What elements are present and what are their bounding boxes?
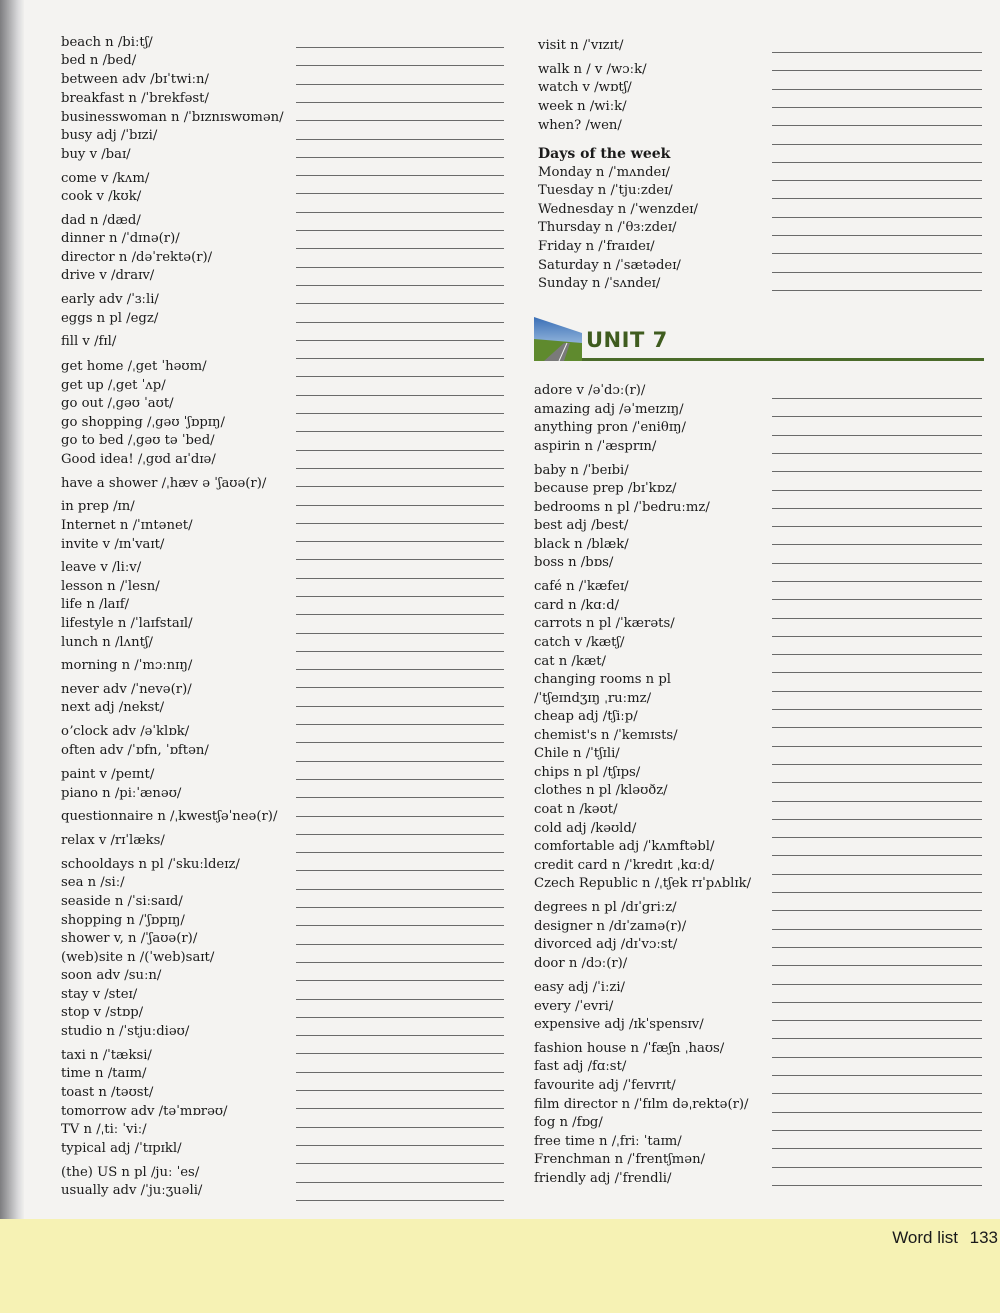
writing-line <box>296 889 504 890</box>
word-entry: usually adv /ˈjuːʒuəli/ <box>61 1183 203 1198</box>
writing-line <box>296 303 504 304</box>
word-entry: catch v /kætʃ/ <box>534 635 625 650</box>
word-entry: schooldays n pl /ˈskuːldeɪz/ <box>61 857 240 872</box>
writing-line <box>296 505 504 506</box>
word-entry: questionnaire n /ˌkwestʃəˈneə(r)/ <box>61 809 278 824</box>
word-entry: drive v /draɪv/ <box>61 268 155 283</box>
word-entry: studio n /ˈstjuːdiəʊ/ <box>61 1024 190 1039</box>
writing-line <box>296 248 504 249</box>
writing-line <box>296 212 504 213</box>
unit-heading: UNIT 7 <box>586 328 668 352</box>
word-entry: free time n /ˌfriː ˈtaɪm/ <box>534 1134 682 1149</box>
word-entry: come v /kʌm/ <box>61 171 150 186</box>
writing-line <box>772 453 982 454</box>
word-entry: director n /dəˈrektə(r)/ <box>61 250 213 265</box>
word-entry: week n /wiːk/ <box>538 99 627 114</box>
word-entry: bedrooms n pl /ˈbedruːmz/ <box>534 500 710 515</box>
word-entry: fog n /fɒg/ <box>534 1115 603 1130</box>
word-entry: Czech Republic n /ˌtʃek rɪˈpʌblɪk/ <box>534 876 752 891</box>
writing-line <box>296 779 504 780</box>
writing-line <box>296 1182 504 1183</box>
word-entry: in prep /ɪn/ <box>61 499 135 514</box>
word-entry: (web)site n /(ˈweb)saɪt/ <box>61 950 215 965</box>
word-entry: fast adj /fɑːst/ <box>534 1059 627 1074</box>
word-entry: next adj /nekst/ <box>61 700 165 715</box>
word-entry: divorced adj /dɪˈvɔːst/ <box>534 937 678 952</box>
word-entry: door n /dɔː(r)/ <box>534 956 628 971</box>
word-entry: chips n pl /tʃɪps/ <box>534 765 641 780</box>
page-binding-shadow <box>0 0 24 1313</box>
road-landscape-icon <box>534 313 582 361</box>
word-entry: baby n /ˈbeɪbi/ <box>534 463 629 478</box>
word-entry: dinner n /ˈdɪnə(r)/ <box>61 231 180 246</box>
writing-line <box>296 395 504 396</box>
word-entry: get up /ˌget ˈʌp/ <box>61 378 166 393</box>
word-entry: sea n /siː/ <box>61 875 125 890</box>
writing-line <box>772 198 982 199</box>
word-entry: busy adj /ˈbɪzi/ <box>61 128 158 143</box>
word-entry: oʼclock adv /əˈklɒk/ <box>61 724 190 739</box>
writing-line <box>296 65 504 66</box>
word-entry: best adj /best/ <box>534 518 629 533</box>
writing-line <box>296 706 504 707</box>
writing-line <box>296 999 504 1000</box>
writing-line <box>772 272 982 273</box>
word-entry: designer n /dɪˈzaɪnə(r)/ <box>534 919 687 934</box>
word-entry: go out /ˌgəʊ ˈaʊt/ <box>61 396 174 411</box>
writing-line <box>296 724 504 725</box>
writing-line <box>296 834 504 835</box>
writing-line <box>772 599 982 600</box>
writing-line <box>296 687 504 688</box>
writing-line <box>296 120 504 121</box>
word-entry: buy v /baɪ/ <box>61 147 131 162</box>
writing-line <box>772 691 982 692</box>
writing-line <box>772 636 982 637</box>
writing-line <box>296 102 504 103</box>
word-entry: cat n /kæt/ <box>534 654 606 669</box>
writing-line <box>296 486 504 487</box>
writing-line <box>772 435 982 436</box>
writing-line <box>296 267 504 268</box>
word-entry: businesswoman n /ˈbɪznɪswʊmən/ <box>61 110 284 125</box>
writing-line <box>296 413 504 414</box>
writing-line <box>772 874 982 875</box>
writing-line <box>772 544 982 545</box>
word-entry: typical adj /ˈtɪpɪkl/ <box>61 1141 182 1156</box>
footer-section-label: Word list <box>892 1228 958 1247</box>
word-entry: Monday n /ˈmʌndeɪ/ <box>538 165 670 180</box>
writing-line <box>296 596 504 597</box>
word-entry: leave v /liːv/ <box>61 560 142 575</box>
word-entry: lunch n /lʌntʃ/ <box>61 635 153 650</box>
word-entry: easy adj /ˈiːzi/ <box>534 980 625 995</box>
writing-line <box>296 193 504 194</box>
writing-line <box>772 618 982 619</box>
word-entry: comfortable adj /ˈkʌmftəbl/ <box>534 839 715 854</box>
word-entry: piano n /piːˈænəʊ/ <box>61 786 182 801</box>
writing-line <box>772 654 982 655</box>
writing-line <box>296 852 504 853</box>
writing-line <box>296 523 504 524</box>
writing-line <box>296 84 504 85</box>
word-entry: eggs n pl /egz/ <box>61 311 159 326</box>
writing-line <box>772 1148 982 1149</box>
writing-line <box>772 672 982 673</box>
writing-line <box>296 761 504 762</box>
word-entry: time n /taɪm/ <box>61 1066 147 1081</box>
unit-heading-rule <box>582 358 984 361</box>
writing-line <box>772 125 982 126</box>
word-entry: paint v /peɪnt/ <box>61 767 155 782</box>
writing-line <box>296 1090 504 1091</box>
writing-line <box>772 746 982 747</box>
word-entry: Wednesday n /ˈwenzdeɪ/ <box>538 202 698 217</box>
word-entry: soon adv /suːn/ <box>61 968 162 983</box>
word-entry: invite v /ɪnˈvaɪt/ <box>61 537 165 552</box>
writing-line <box>296 669 504 670</box>
word-entry: get home /ˌget ˈhəʊm/ <box>61 359 207 374</box>
word-entry: changing rooms n pl <box>534 672 672 687</box>
word-entry: credit card n /ˈkredɪt ˌkɑːd/ <box>534 858 715 873</box>
writing-line <box>772 1112 982 1113</box>
word-entry: because prep /bɪˈkɒz/ <box>534 481 677 496</box>
writing-line <box>296 1017 504 1018</box>
word-entry: morning n /ˈmɔːnɪŋ/ <box>61 658 193 673</box>
word-entry: Internet n /ˈɪntənet/ <box>61 518 193 533</box>
writing-line <box>296 651 504 652</box>
word-entry: cook v /kʊk/ <box>61 189 142 204</box>
word-entry: Tuesday n /ˈtjuːzdeɪ/ <box>538 183 673 198</box>
word-entry: cold adj /kəʊld/ <box>534 821 637 836</box>
word-entry: (the) US n pl /juː ˈes/ <box>61 1165 200 1180</box>
word-entry: Good idea! /ˌgʊd aɪˈdɪə/ <box>61 452 216 467</box>
writing-line <box>296 1035 504 1036</box>
word-entry: stop v /stɒp/ <box>61 1005 144 1020</box>
word-entry: when? /wen/ <box>538 118 622 133</box>
writing-line <box>296 1108 504 1109</box>
writing-line <box>296 139 504 140</box>
word-entry: favourite adj /ˈfeɪvrɪt/ <box>534 1078 676 1093</box>
writing-line <box>772 1002 982 1003</box>
word-entry: black n /blæk/ <box>534 537 629 552</box>
writing-line <box>296 431 504 432</box>
writing-line <box>772 1167 982 1168</box>
writing-line <box>772 217 982 218</box>
word-entry: visit n /ˈvɪzɪt/ <box>538 38 624 53</box>
writing-line <box>296 376 504 377</box>
word-entry: Frenchman n /ˈfrentʃmən/ <box>534 1152 706 1167</box>
word-entry: tomorrow adv /təˈmɒrəʊ/ <box>61 1104 228 1119</box>
writing-line <box>772 1038 982 1039</box>
writing-line <box>772 1057 982 1058</box>
writing-line <box>296 962 504 963</box>
writing-line <box>296 175 504 176</box>
word-entry: friendly adj /ˈfrendli/ <box>534 1171 672 1186</box>
writing-line <box>772 490 982 491</box>
word-entry: lesson n /ˈlesn/ <box>61 579 160 594</box>
writing-line <box>772 416 982 417</box>
writing-line <box>772 162 982 163</box>
writing-line <box>296 1053 504 1054</box>
writing-line <box>772 235 982 236</box>
writing-line <box>296 907 504 908</box>
word-entry: often adv /ˈɒfn, ˈɒftən/ <box>61 743 209 758</box>
word-entry: breakfast n /ˈbrekfəst/ <box>61 91 209 106</box>
word-entry: between adv /bɪˈtwiːn/ <box>61 72 209 87</box>
writing-line <box>296 816 504 817</box>
writing-line <box>296 925 504 926</box>
writing-line <box>296 450 504 451</box>
writing-line <box>772 398 982 399</box>
word-entry: dad n /dæd/ <box>61 213 141 228</box>
word-entry: fashion house n /ˈfæʃn ˌhaʊs/ <box>534 1041 725 1056</box>
footer-band <box>0 1219 1000 1313</box>
writing-line <box>772 107 982 108</box>
word-entry: degrees n pl /dɪˈgriːz/ <box>534 900 677 915</box>
word-entry: have a shower /ˌhæv ə ˈʃaʊə(r)/ <box>61 476 267 491</box>
word-entry: shower v, n /ˈʃaʊə(r)/ <box>61 931 198 946</box>
word-entry: Chile n /ˈtʃɪli/ <box>534 746 620 761</box>
writing-line <box>772 1020 982 1021</box>
word-entry: fill v /fɪl/ <box>61 334 117 349</box>
word-entry: adore v /əˈdɔː(r)/ <box>534 383 646 398</box>
word-entry: watch v /wɒtʃ/ <box>538 80 632 95</box>
writing-line <box>296 340 504 341</box>
writing-line <box>772 1130 982 1131</box>
writing-line <box>772 984 982 985</box>
writing-line <box>296 47 504 48</box>
writing-line <box>296 797 504 798</box>
writing-line <box>296 1200 504 1201</box>
writing-line <box>772 892 982 893</box>
word-entry: relax v /rɪˈlæks/ <box>61 833 165 848</box>
writing-line <box>772 1185 982 1186</box>
word-entry: never adv /ˈnevə(r)/ <box>61 682 192 697</box>
writing-line <box>296 1163 504 1164</box>
word-entry: Sunday n /ˈsʌndeɪ/ <box>538 276 661 291</box>
writing-line <box>772 965 982 966</box>
writing-line <box>296 285 504 286</box>
writing-line <box>296 578 504 579</box>
word-entry: Friday n /ˈfraɪdeɪ/ <box>538 239 655 254</box>
writing-line <box>772 855 982 856</box>
word-entry: Saturday n /ˈsætədeɪ/ <box>538 258 681 273</box>
writing-line <box>772 764 982 765</box>
word-entry: cheap adj /tʃiːp/ <box>534 709 638 724</box>
writing-line <box>772 782 982 783</box>
writing-line <box>772 910 982 911</box>
writing-line <box>772 253 982 254</box>
word-entry: taxi n /ˈtæksi/ <box>61 1048 152 1063</box>
word-entry: TV n /ˌtiː ˈviː/ <box>61 1122 147 1137</box>
writing-line <box>296 1145 504 1146</box>
word-entry: life n /laɪf/ <box>61 597 130 612</box>
writing-line <box>296 614 504 615</box>
writing-line <box>772 144 982 145</box>
writing-line <box>772 89 982 90</box>
word-entry: bed n /bed/ <box>61 53 137 68</box>
writing-line <box>772 1093 982 1094</box>
writing-line <box>772 526 982 527</box>
writing-line <box>772 563 982 564</box>
writing-line <box>772 290 982 291</box>
word-entry: café n /ˈkæfeɪ/ <box>534 579 629 594</box>
word-entry: chemist's n /ˈkemɪsts/ <box>534 728 678 743</box>
writing-line <box>296 633 504 634</box>
writing-line <box>296 230 504 231</box>
writing-line <box>296 559 504 560</box>
word-entry: /ˈtʃeɪndʒɪŋ ˌruːmz/ <box>534 691 652 706</box>
word-entry: beach n /biːtʃ/ <box>61 35 153 50</box>
writing-line <box>296 358 504 359</box>
word-entry: film director n /ˈfɪlm dəˌrektə(r)/ <box>534 1097 749 1112</box>
word-entry: shopping n /ˈʃɒpɪŋ/ <box>61 913 185 928</box>
word-entry: aspirin n /ˈæsprɪn/ <box>534 439 657 454</box>
word-entry: lifestyle n /ˈlaɪfstaɪl/ <box>61 616 193 631</box>
writing-line <box>296 870 504 871</box>
writing-line <box>772 727 982 728</box>
writing-line <box>772 801 982 802</box>
writing-line <box>296 1127 504 1128</box>
writing-line <box>772 508 982 509</box>
writing-line <box>772 1075 982 1076</box>
writing-line <box>772 929 982 930</box>
word-entry: boss n /bɒs/ <box>534 555 614 570</box>
writing-line <box>772 70 982 71</box>
writing-line <box>296 980 504 981</box>
writing-line <box>296 322 504 323</box>
days-of-week-heading: Days of the week <box>538 146 671 162</box>
word-entry: card n /kɑːd/ <box>534 598 620 613</box>
writing-line <box>772 819 982 820</box>
page-number: 133 <box>969 1228 998 1247</box>
writing-line <box>772 947 982 948</box>
unit-7-banner <box>534 313 984 363</box>
writing-line <box>296 541 504 542</box>
word-entry: coat n /kəʊt/ <box>534 802 618 817</box>
word-entry: expensive adj /ɪkˈspensɪv/ <box>534 1017 704 1032</box>
word-entry: stay v /steɪ/ <box>61 987 138 1002</box>
word-entry: clothes n pl /kləʊðz/ <box>534 783 668 798</box>
writing-line <box>296 468 504 469</box>
writing-line <box>772 180 982 181</box>
word-entry: go to bed /ˌgəʊ tə ˈbed/ <box>61 433 215 448</box>
word-entry: early adv /ˈɜːli/ <box>61 292 159 307</box>
writing-line <box>296 1072 504 1073</box>
word-entry: toast n /təʊst/ <box>61 1085 154 1100</box>
word-entry: anything pron /ˈeniθɪŋ/ <box>534 420 686 435</box>
word-entry: Thursday n /ˈθɜːzdeɪ/ <box>538 220 677 235</box>
word-entry: carrots n pl /ˈkærəts/ <box>534 616 675 631</box>
writing-line <box>296 157 504 158</box>
writing-line <box>772 709 982 710</box>
writing-line <box>296 742 504 743</box>
writing-line <box>772 581 982 582</box>
word-entry: every /ˈevri/ <box>534 999 614 1014</box>
word-entry: amazing adj /əˈmeɪzɪŋ/ <box>534 402 684 417</box>
word-entry: go shopping /ˌgəʊ ˈʃɒpɪŋ/ <box>61 415 225 430</box>
word-entry: walk n / v /wɔːk/ <box>538 62 647 77</box>
writing-line <box>772 52 982 53</box>
writing-line <box>772 471 982 472</box>
word-entry: seaside n /ˈsiːsaɪd/ <box>61 894 183 909</box>
writing-line <box>772 837 982 838</box>
writing-line <box>296 944 504 945</box>
